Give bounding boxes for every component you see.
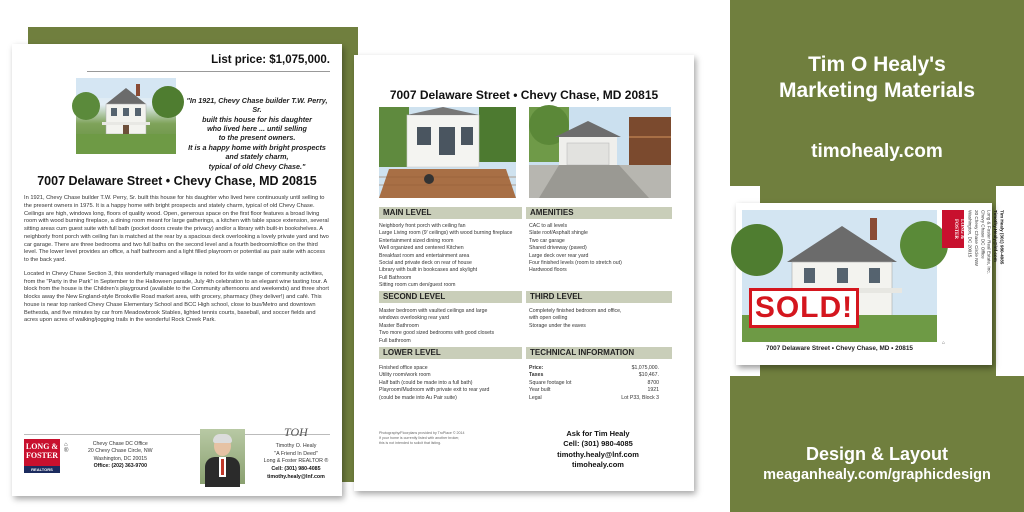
- third-level-list: [529, 308, 672, 330]
- technical-row: [529, 380, 659, 387]
- postcard-house-photo: [742, 210, 937, 342]
- sold-postcard: [736, 203, 1005, 365]
- list-item: Slate roof/Asphalt shingle: [529, 230, 588, 237]
- flyer-back-page: [354, 55, 694, 491]
- technical-label: Taxes: [529, 372, 544, 379]
- description-paragraph-1: In 1921, Chevy Chase builder T.W. Perry, Sr. built this house for his daughter who lived here continuously until selling to the present owners in 1975. It is a happy home with bright prospects and stately charm, typical of old Chevy Chase. Ceilings are high, windows long, floors of quality wood. Open, generous space on the first floor features a broad living room with wood burning fireplace, a dining room meant for large gatherings, a kitchen with table space extension, several sitting areas cum guest suite with full bath (pocket doors create the privacy) and/or a library with built-in bookshelves. A neighborly front porch with ceiling fan is matched at the rear by a spacious deck overlooking a lovely private yard and two car garage. There are three bedrooms and two full baths on the second level and a fourth bedroom/office on the third level. The lower level provides an office, a half bathroom and a light filled playroom or potential au pair suite with access to the back yard.: [24, 195, 329, 263]
- rear-deck-photo: [379, 107, 516, 198]
- list-item: Half bath (could be made into a full bath): [379, 379, 473, 386]
- price-divider: [87, 71, 330, 72]
- list-item: Two car garage: [529, 237, 565, 244]
- list-item: Large Living room (9' ceilings) with wood burning fireplace: [379, 230, 513, 237]
- technical-row: [529, 372, 659, 379]
- garage-photo: [529, 107, 671, 198]
- list-item: Hardwood floors: [529, 267, 567, 274]
- flyer-front-page: [12, 44, 342, 496]
- list-item: Shared driveway (paved): [529, 245, 587, 252]
- list-item: Breakfast room and entertainment area: [379, 252, 470, 259]
- technical-label: Legal: [529, 394, 542, 401]
- list-item: with open ceiling: [529, 315, 568, 322]
- office-info: Chevy Chase DC Office 20 Chevy Chase Circle, NW Washington, DC 20015 Office: (202) 363-9700: [88, 441, 153, 469]
- agent-signature: TOH: [284, 425, 308, 439]
- section-header-lower-level: LOWER LEVEL: [379, 347, 522, 359]
- long-foster-logo: LONG & FOSTER: [942, 210, 964, 248]
- technical-row: [529, 387, 659, 394]
- postcard-agent-strip: [942, 210, 1005, 358]
- list-item: windows overlooking rear yard: [379, 315, 450, 322]
- section-header-third-level: THIRD LEVEL: [526, 291, 672, 303]
- list-item: CAC to all levels: [529, 223, 568, 229]
- website-link[interactable]: timohealy.com: [811, 141, 943, 162]
- list-price: List price: $1,075,000.: [211, 54, 330, 66]
- design-credit-link[interactable]: meaganhealy.com/graphicdesign: [763, 467, 991, 483]
- technical-value: Lot P33, Block 3: [621, 394, 659, 401]
- disclaimer-note: Photography/Floorplans provided by TruPlace © 2014 If your home is currently listed with another broker, this is not intended to solicit that listing.: [379, 431, 465, 446]
- list-item: (could be made into Au Pair suite): [379, 394, 457, 401]
- section-header-amenities: AMENITIES: [526, 207, 672, 219]
- list-item: Neighborly front porch with ceiling fan: [379, 223, 466, 229]
- technical-value: $10,467.: [638, 372, 659, 379]
- technical-row: [529, 395, 659, 402]
- list-item: Entertainment sized dining room: [379, 237, 454, 244]
- design-credit-label: Design & Layout: [805, 444, 948, 464]
- property-address: 7007 Delaware Street • Chevy Chase, MD 20815: [37, 174, 317, 188]
- lower-level-list: [379, 365, 522, 402]
- technical-value: $1,075,000.: [631, 365, 659, 371]
- sold-banner: SOLD!: [749, 288, 859, 328]
- agent-contact: Ask for Tim Healy Cell: (301) 980-4085 timothy.healy@lnf.com timohealy.com: [557, 429, 639, 470]
- list-item: Utility room/work room: [379, 372, 431, 379]
- equal-housing-icon: ⌂ ®: [64, 442, 69, 454]
- description-paragraph-2: Located in Chevy Chase Section 3, this wonderfully managed village is noted for its wide range of community activities, from the "Party in the Park" in September to the Halloween parade, July 4th celebration to an elegant wine tasting tour. A block from the house is the Children's playground (available to the Community afternoons and weekends) and three short blocks away the New England-style Brookville Road market area, with grocery, pharmacy (they deliver!) and café. This house is near top ranked Chevy Chase Elementary School and BCC High school, close to bus/Metro and downtown Bethesda, and five minutes by car from Meadowbrook Stables, lighted tennis courts, baseball, and soccer fields and acres upon acres of walking/jogging trails in the wonderful Rock Creek Park.: [24, 270, 329, 324]
- technical-label: Year built: [529, 387, 551, 394]
- agent-info: Timothy O. Healy "A Friend In Deed" Long & Foster REALTOR ® Cell: (301) 980-4085 timothy.healy@lnf.com: [263, 443, 329, 480]
- agent-photo: [200, 429, 245, 484]
- second-level-list: [379, 308, 522, 345]
- house-quote: "In 1921, Chevy Chase builder T.W. Perry, Sr. built this house for his daughter who lived here ... until selling to the present owners. It is a happy home with bright prospects and stately charm, typical of old Chevy Chase.": [186, 96, 328, 171]
- long-foster-logo: LONG & FOSTER REALTORS: [24, 439, 60, 473]
- technical-info-table: [529, 365, 659, 402]
- technical-row: [529, 365, 659, 372]
- technical-value: 8700: [647, 379, 659, 386]
- list-item: Four finished levels (room to stretch out): [529, 259, 622, 266]
- section-header-main-level: MAIN LEVEL: [379, 207, 522, 219]
- list-item: Playroom/Mudroom with private exit to rear yard: [379, 387, 490, 394]
- postcard-agent-info: Tim Healy (301) 980-4085 Timothy.Healy@lnf.com Long & Foster Real Estate, Inc. Chevy Chase DC Office 20 Chevy Chase Circle NW Washington, DC 20015: [967, 210, 1005, 274]
- list-item: Well organized and centered Kitchen: [379, 245, 464, 252]
- main-level-list: [379, 223, 522, 289]
- list-item: Social and private deck on rear of house: [379, 259, 472, 266]
- amenities-list: [529, 223, 672, 275]
- property-address: 7007 Delaware Street • Chevy Chase, MD 20815: [389, 88, 659, 102]
- rear-deck-illustration: [379, 107, 516, 198]
- technical-label: Price:: [529, 365, 544, 371]
- postcard-address: 7007 Delaware Street • Chevy Chase, MD • 20815: [766, 345, 913, 352]
- list-item: Finished office space: [379, 365, 428, 371]
- list-item: Two more good sized bedrooms with good closets: [379, 330, 495, 337]
- list-item: Completely finished bedroom and office,: [529, 308, 622, 314]
- list-item: Sitting room cum den/guest room: [379, 282, 456, 288]
- panel-title: Tim O Healy's Marketing Materials: [778, 53, 976, 103]
- list-item: Full bathroom: [379, 337, 411, 344]
- house-illustration: [76, 78, 176, 154]
- list-item: Storage under the eaves: [529, 322, 586, 329]
- garage-illustration: [529, 107, 671, 198]
- section-header-second-level: SECOND LEVEL: [379, 291, 522, 303]
- list-item: Full Bathroom: [379, 274, 412, 281]
- list-item: Library with built in bookcases and skylight: [379, 267, 478, 274]
- property-description: [24, 195, 330, 331]
- technical-value: 1921: [647, 387, 659, 394]
- house-photo: [76, 78, 176, 154]
- section-header-technical: TECHNICAL INFORMATION: [526, 347, 672, 359]
- technical-label: Square footage lot: [529, 379, 572, 386]
- list-item: Large deck over rear yard: [529, 252, 589, 259]
- list-item: Master bedroom with vaulted ceilings and large: [379, 308, 488, 314]
- list-item: Master Bathroom: [379, 322, 419, 329]
- equal-housing-icon: ⌂: [942, 340, 946, 346]
